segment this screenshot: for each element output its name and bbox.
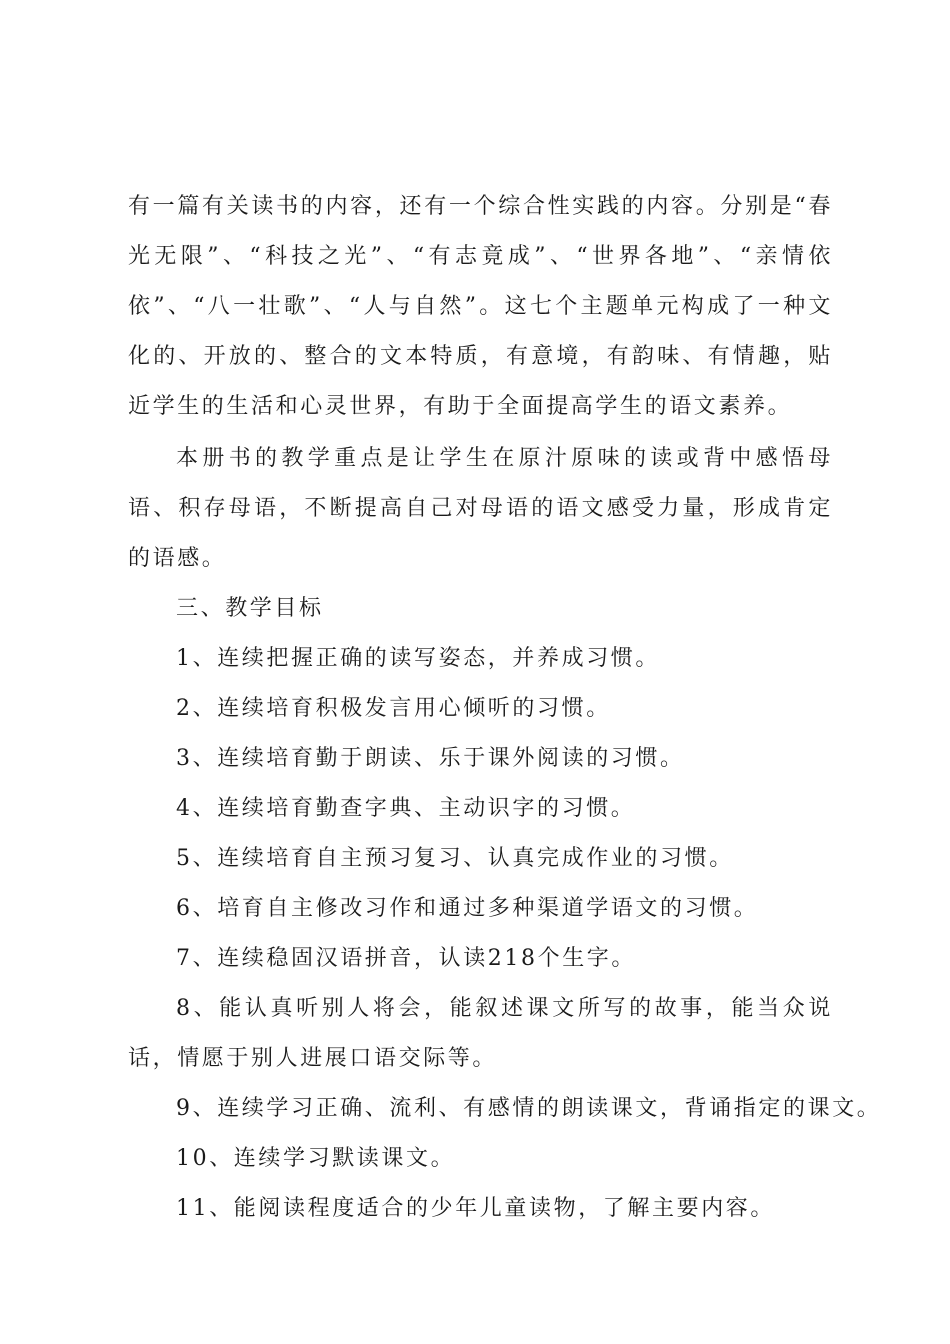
paragraph-intro-continuation: 有一篇有关读书的内容，还有一个综合性实践的内容。分别是“春光无限”、“科技之光”、“有志竟成”、“世界各地”、“亲情依依”、“八一壮歌”、“人与自然”。这七个主题单元构成了一种文化的、开放的、整合的文本特质，有意境，有韵味、有情趣，贴近学生的生活和心灵世界，有助于全面提高学生的语文素养。: [128, 194, 833, 419]
goal-item-5: 5、连续培育自主预习复习、认真完成作业的习惯。: [176, 846, 734, 871]
document-body: [128, 182, 882, 1234]
goal-item-2: 2、连续培育积极发言用心倾听的习惯。: [176, 696, 611, 721]
goal-item-11: 11、能阅读程度适合的少年儿童读物，了解主要内容。: [176, 1196, 775, 1221]
goal-item-10: 10、连续学习默读课文。: [176, 1146, 456, 1171]
goal-item-7: 7、连续稳固汉语拼音，认读218个生字。: [176, 946, 636, 971]
goal-item-3: 3、连续培育勤于朗读、乐于课外阅读的习惯。: [176, 746, 685, 771]
goal-item-9: 9、连续学习正确、流利、有感情的朗读课文，背诵指定的课文。: [176, 1096, 882, 1121]
goal-item-1: 1、连续把握正确的读写姿态，并养成习惯。: [176, 646, 660, 671]
goal-item-4: 4、连续培育勤查字典、主动识字的习惯。: [176, 796, 636, 821]
goal-item-8: 8、能认真听别人将会，能叙述课文所写的故事，能当众说话，情愿于别人进展口语交际等。: [128, 996, 833, 1071]
section-heading-teaching-goals: 三、教学目标: [176, 596, 324, 621]
paragraph-teaching-focus: 本册书的教学重点是让学生在原汁原味的读或背中感悟母语、积存母语，不断提高自己对母语的语文感受力量，形成肯定的语感。: [128, 446, 833, 571]
goal-item-6: 6、培育自主修改习作和通过多种渠道学语文的习惯。: [176, 896, 759, 921]
